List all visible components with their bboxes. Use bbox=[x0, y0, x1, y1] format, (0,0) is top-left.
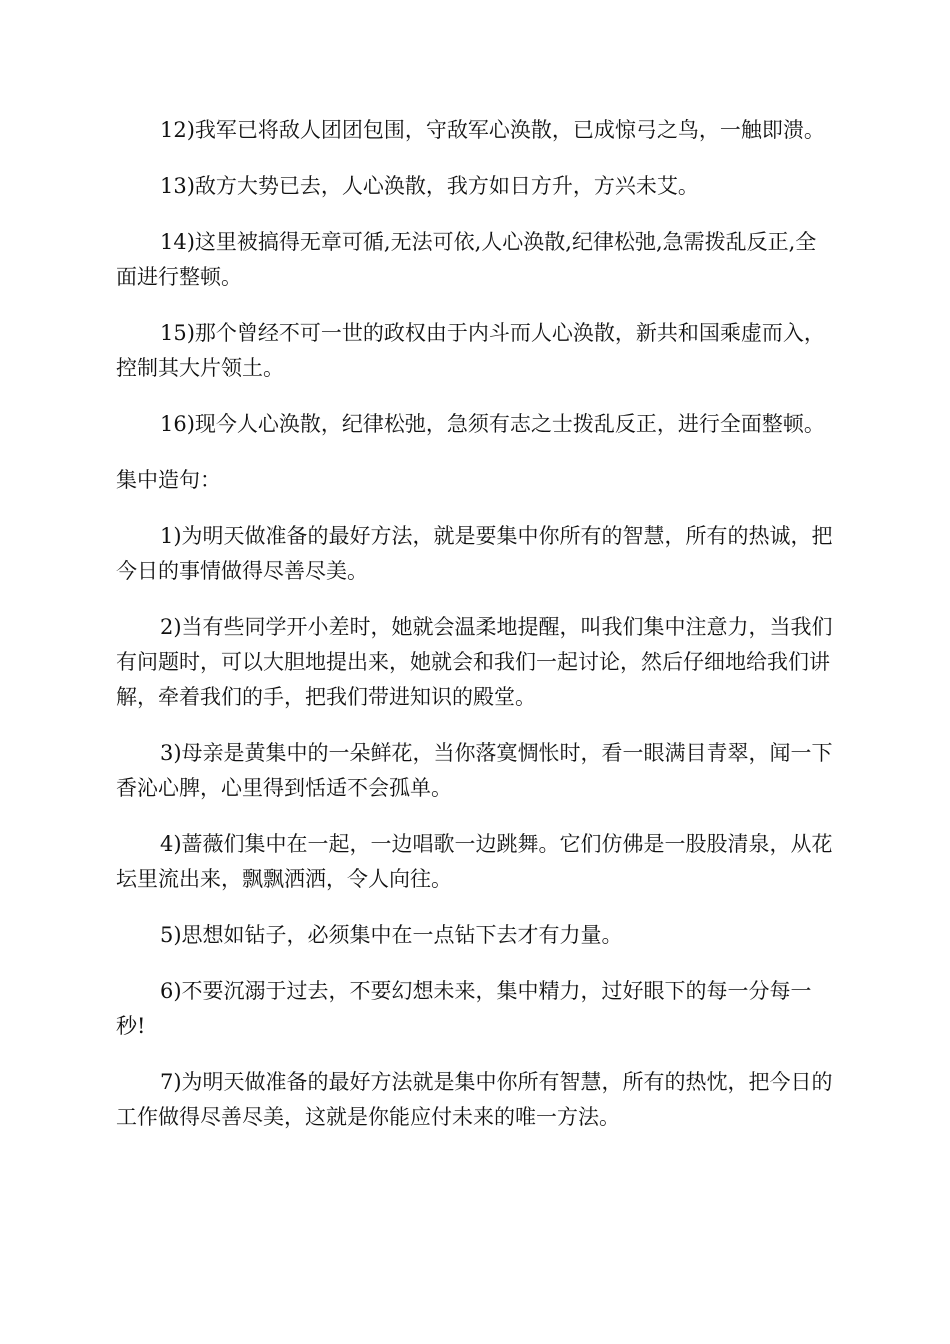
section-heading: 集中造句： bbox=[116, 468, 221, 492]
sentence-12: 12)我军已将敌人团团包围，守敌军心涣散，已成惊弓之鸟，一触即溃。 bbox=[160, 118, 825, 142]
sentence-2: 2)当有些同学开小差时，她就会温柔地提醒，叫我们集中注意力，当我们有问题时，可以大胆地提出来，她就会和我们一起讨论，然后仔细地给我们讲解，牵着我们的手，把我们带进知识的殿堂。 bbox=[116, 615, 833, 709]
sentence-15: 15)那个曾经不可一世的政权由于内斗而人心涣散，新共和国乘虚而入，控制其大片领土。 bbox=[116, 321, 825, 380]
sentence-16: 16)现今人心涣散，纪律松弛，急须有志之士拨乱反正，进行全面整顿。 bbox=[160, 412, 825, 436]
sentence-14: 14)这里被搞得无章可循,无法可依,人心涣散,纪律松弛,急需拨乱反正,全面进行整顿。 bbox=[116, 230, 817, 289]
sentence-4: 4)蔷薇们集中在一起，一边唱歌一边跳舞。它们仿佛是一股股清泉，从花坛里流出来，飘飘洒洒，令人向往。 bbox=[116, 832, 833, 891]
sentence-3: 3)母亲是黄集中的一朵鲜花，当你落寞惆怅时，看一眼满目青翠，闻一下香沁心脾，心里得到恬适不会孤单。 bbox=[116, 741, 833, 800]
sentence-7: 7)为明天做准备的最好方法就是集中你所有智慧，所有的热忱，把今日的工作做得尽善尽美，这就是你能应付未来的唯一方法。 bbox=[116, 1070, 833, 1129]
document-body bbox=[116, 113, 834, 1156]
sentence-13: 13)敌方大势已去，人心涣散，我方如日方升，方兴未艾。 bbox=[160, 174, 699, 198]
sentence-1: 1)为明天做准备的最好方法，就是要集中你所有的智慧，所有的热诚，把今日的事情做得尽善尽美。 bbox=[116, 524, 833, 583]
sentence-5: 5)思想如钻子，必须集中在一点钻下去才有力量。 bbox=[160, 923, 623, 947]
sentence-6: 6)不要沉溺于过去，不要幻想未来，集中精力，过好眼下的每一分每一秒! bbox=[116, 979, 812, 1038]
